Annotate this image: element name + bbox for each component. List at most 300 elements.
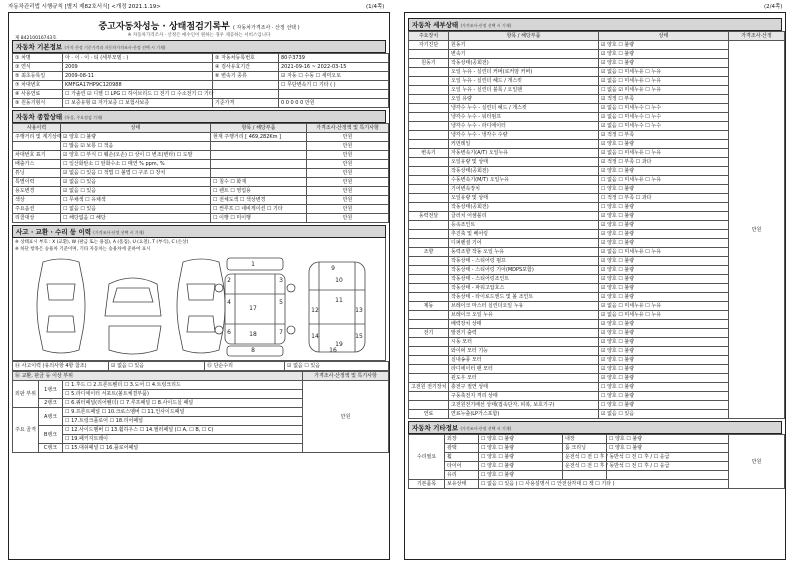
basic-info-table bbox=[12, 53, 389, 108]
detail-item-cell: 작동상태 - 스티어링 펌프 bbox=[449, 257, 599, 266]
detail-state-row bbox=[409, 401, 785, 410]
detail-item-cell: 오일유량 및 상태 bbox=[449, 194, 599, 203]
diagram-part-number: 19 bbox=[335, 341, 343, 348]
detail-state-row bbox=[409, 194, 785, 203]
detail-device-cell: 연료 bbox=[409, 410, 449, 419]
detail-status-cell: ☑ 양호 ☐ 불량 bbox=[599, 374, 729, 383]
detail-device-cell bbox=[409, 140, 449, 149]
detail-item-cell: 작동상태(공회전) bbox=[449, 203, 599, 212]
other-item-cell: 광택 bbox=[445, 444, 479, 453]
detail-state-row bbox=[409, 158, 785, 167]
other-status2-cell: ☐ 양호 ☐ 불량 bbox=[607, 444, 729, 453]
basic-info-cell: 2009 bbox=[63, 63, 213, 72]
detail-status-cell: ☐ 양호 ☐ 불량 bbox=[599, 383, 729, 392]
basic-info-cell: ☐ 보증유형 ☑ 자가보증 ☐ 보험사보증 bbox=[63, 99, 213, 108]
detail-device-cell bbox=[409, 311, 449, 320]
general-state-cell: 만원 bbox=[307, 142, 389, 151]
other-item-cell: 휠 bbox=[445, 453, 479, 462]
detail-state-row bbox=[409, 347, 785, 356]
detail-item-cell: 작동상태 - 타이로드엔드 및 볼 조인트 bbox=[449, 293, 599, 302]
detail-state-row bbox=[409, 329, 785, 338]
diagram-part-number: 5 bbox=[279, 299, 283, 306]
detail-item-cell: 작동상태(공회전) bbox=[449, 167, 599, 176]
accident-values: ☑ 없음 ☐ 있음 bbox=[109, 362, 205, 371]
general-state-cell: ☐ 해당없음 ☐ 해당 bbox=[61, 214, 211, 223]
detail-status-cell: ☑ 없음 ☐ 있음 bbox=[599, 410, 729, 419]
detail-device-cell: 고전원 전기장치 bbox=[409, 383, 449, 392]
car-rear-outline bbox=[109, 326, 161, 354]
detail-device-cell bbox=[409, 356, 449, 365]
general-state-cell: ☐ 썬루프 ☐ 네비게이션 ☐ 기타 bbox=[211, 205, 307, 214]
detail-status-cell: ☑ 양호 ☐ 불량 bbox=[599, 59, 729, 68]
other-status-cell: ☐ 양호 ☐ 불량 bbox=[479, 471, 563, 480]
detail-status-cell: ☑ 적정 ☐ 부족 ☐ 과다 bbox=[599, 158, 729, 167]
detail-state-row bbox=[409, 167, 785, 176]
general-state-note: (특성, 주요점검 기재) bbox=[64, 115, 103, 120]
detail-state-row bbox=[409, 185, 785, 194]
general-state-row bbox=[13, 214, 389, 223]
general-state-header-cell: 사용이력 bbox=[13, 124, 61, 133]
detail-status-cell: ☐ 없음 ☐ 미세누유 ☐ 누유 bbox=[599, 176, 729, 185]
detail-state-row bbox=[409, 77, 785, 86]
detail-state-header-row bbox=[409, 32, 785, 41]
detail-state-row bbox=[409, 356, 785, 365]
detail-item-cell: 실내송풍 모터 bbox=[449, 356, 599, 365]
basic-info-title: 자동차 기본정보 bbox=[16, 43, 63, 51]
basic-info-cell: 기준가격 bbox=[213, 99, 279, 108]
detail-status-cell: ☑ 양호 ☐ 불량 bbox=[599, 293, 729, 302]
detail-status-cell: ☑ 없음 ☐ 미세누수 ☐ 누수 bbox=[599, 104, 729, 113]
general-state-cell: 만원 bbox=[307, 169, 389, 178]
form-title-text: 중고자동차성능 · 상태점검기록부 bbox=[98, 22, 230, 32]
detail-item-cell: 브레이크 오일 누유 bbox=[449, 311, 599, 320]
other-status-cell: ☐ 양호 ☐ 불량 bbox=[479, 444, 563, 453]
detail-item-cell: 오일 누유 - 실린더 헤드 / 개스킷 bbox=[449, 77, 599, 86]
detail-state-row bbox=[409, 293, 785, 302]
general-state-cell: 만원 bbox=[307, 151, 389, 160]
detail-status-cell: ☑ 양호 ☐ 불량 bbox=[599, 338, 729, 347]
detail-state-row bbox=[409, 149, 785, 158]
detail-state-row bbox=[409, 104, 785, 113]
other-item2-cell: 운전석 ☐ 전 ☐ 후 / 동반석 ☐ 전 ☐ 후 / ☐ 응급 bbox=[563, 453, 607, 462]
basic-info-row bbox=[13, 63, 389, 72]
detail-device-cell bbox=[409, 176, 449, 185]
basic-info-cell: 아 · 이 · 이 · 티 (세부모델 : ) bbox=[63, 54, 213, 63]
detail-status-cell: ☑ 없음 ☐ 미세누유 ☐ 누유 bbox=[599, 248, 729, 257]
detail-status-cell: ☑ 양호 ☐ 불량 bbox=[599, 41, 729, 50]
detail-item-cell: 발전기 출력 bbox=[449, 329, 599, 338]
other-info-note: (가격조사·산정 선택 시 기재) bbox=[460, 426, 512, 431]
accident-history-note: (가격조사·산정 선택 시 기재) bbox=[93, 230, 145, 235]
rank1-items: ☐ 1.후드 ☐ 2.프론트휀더 ☐ 3.도어 ☐ 4.트렁크리드 bbox=[63, 381, 303, 390]
detail-item-cell: 고전원전기배선 상태(접속단자, 피복, 보호기구) bbox=[449, 401, 599, 410]
detail-state-header-cell: 상태 bbox=[599, 32, 729, 41]
exchange-title: ⑯ 교환, 판금 등 이상 부위 bbox=[13, 372, 303, 381]
detail-item-cell: 변속기 bbox=[449, 50, 599, 59]
page-indicator-right: (2/4쪽) bbox=[764, 4, 783, 10]
diagram-part-number: 2 bbox=[227, 277, 231, 284]
detail-state-row bbox=[409, 212, 785, 221]
detail-state-row bbox=[409, 275, 785, 284]
detail-item-cell: 추진축 및 베어링 bbox=[449, 230, 599, 239]
diagram-part-number: 3 bbox=[279, 277, 283, 284]
detail-device-cell bbox=[409, 185, 449, 194]
detail-state-row bbox=[409, 95, 785, 104]
detail-state-row bbox=[409, 365, 785, 374]
detail-device-cell bbox=[409, 50, 449, 59]
detail-status-cell: ☑ 양호 ☐ 불량 bbox=[599, 365, 729, 374]
detail-state-row bbox=[409, 230, 785, 239]
legend-symbols: ※ 상태표시 부호 : X (교환), W (판금 또는 용접), A (흠집), U (요철), T (부식), C (손상) bbox=[15, 240, 189, 245]
detail-state-row bbox=[409, 311, 785, 320]
general-state-row bbox=[13, 196, 389, 205]
detail-item-cell: 시동 모터 bbox=[449, 338, 599, 347]
detail-status-cell: ☑ 양호 ☐ 불량 bbox=[599, 284, 729, 293]
detail-status-cell: ☑ 양호 ☐ 불량 bbox=[599, 230, 729, 239]
car-front-glass bbox=[113, 288, 153, 302]
simple-repair-label: ⑮ 단순수리 bbox=[205, 362, 285, 371]
simple-repair-values: ☑ 없음 ☐ 있음 bbox=[285, 362, 389, 371]
detail-item-cell: 냉각수 누수 - 냉각수 수량 bbox=[449, 131, 599, 140]
general-state-cell: ☐ 일산화탄소 ☐ 탄화수소 ☐ 매연 % ppm, % bbox=[61, 160, 211, 169]
brank-items-2: ☐ 19.패키지트레이 bbox=[63, 435, 303, 444]
car-diagram-area bbox=[12, 238, 386, 361]
detail-device-cell bbox=[409, 194, 449, 203]
other-info-table bbox=[408, 434, 785, 489]
detail-state-row bbox=[409, 122, 785, 131]
general-state-cell: ☑ 양호 ☐ 불량 bbox=[61, 133, 211, 142]
general-state-header-cell: 상태 bbox=[61, 124, 211, 133]
detail-status-cell: ☑ 없음 ☐ 미세누유 ☐ 누유 bbox=[599, 302, 729, 311]
basic-info-cell: 2009-08-11 bbox=[63, 72, 213, 81]
other-info-row bbox=[409, 453, 785, 462]
rank1-label: 1랭크 bbox=[39, 381, 63, 399]
basic-info-cell: ⑧ 사용연료 bbox=[13, 90, 63, 99]
detail-device-cell bbox=[409, 320, 449, 329]
form-title bbox=[9, 19, 389, 32]
detail-item-cell: 오일 유량 bbox=[449, 95, 599, 104]
detail-status-cell: ☑ 적정 ☐ 부족 bbox=[599, 95, 729, 104]
detail-device-cell bbox=[409, 284, 449, 293]
detail-item-cell: 수동변속기(M/T) 오일누유 bbox=[449, 176, 599, 185]
basic-info-cell: ⑦ 차대번호 bbox=[13, 81, 63, 90]
detail-item-cell: 디퍼렌셜 기어 bbox=[449, 239, 599, 248]
general-state-cell: 만원 bbox=[307, 178, 389, 187]
car-front-outline bbox=[105, 278, 161, 316]
detail-state-row bbox=[409, 338, 785, 347]
rank2-items: ☐ 6.쿼터패널(리어휀더) ☐ 7.루프패널 ☐ 8.사이드실 패널 bbox=[63, 399, 303, 408]
detail-status-cell: ☑ 양호 ☐ 불량 bbox=[599, 212, 729, 221]
detail-state-row bbox=[409, 410, 785, 419]
general-state-cell: 만원 bbox=[307, 187, 389, 196]
detail-status-cell: ☑ 없음 ☐ 미세누유 ☐ 누유 bbox=[599, 68, 729, 77]
detail-device-cell bbox=[409, 167, 449, 176]
general-state-cell: 만원 bbox=[307, 205, 389, 214]
diagram-part-number: 16 bbox=[329, 347, 337, 354]
diagram-part-number: 17 bbox=[249, 305, 257, 312]
diagram-part-number: 15 bbox=[355, 333, 363, 340]
detail-device-cell bbox=[409, 95, 449, 104]
basic-info-cell: 0 0 0 0 0 만원 bbox=[279, 99, 389, 108]
detail-state-table bbox=[408, 31, 785, 419]
car-left-outline bbox=[37, 259, 85, 353]
diagram-part-number: 7 bbox=[279, 329, 283, 336]
arank-items: ☐ 9.프론트패널 ☐ 10.크로스멤버 ☐ 11.인사이드패널 bbox=[63, 408, 303, 417]
detail-status-cell: ☐ 양호 ☐ 불량 bbox=[599, 401, 729, 410]
basic-info-cell: 2021-09-16 ~ 2022-03-15 bbox=[279, 63, 389, 72]
general-state-cell: ☐ 이행 ☐ 미이행 bbox=[211, 214, 307, 223]
detail-item-cell: 냉각수 누수 - 실린더 헤드 / 개스킷 bbox=[449, 104, 599, 113]
diagram-part-number: 14 bbox=[311, 333, 319, 340]
detail-state-row bbox=[409, 392, 785, 401]
page-right bbox=[404, 12, 786, 560]
general-state-cell: 리콜대상 bbox=[13, 214, 61, 223]
detail-state-header-cell: 항목 / 해당부품 bbox=[449, 32, 599, 41]
other-status2-cell: ☐ 양호 ☐ 불량 bbox=[607, 435, 729, 444]
other-item2-cell bbox=[563, 471, 607, 480]
detail-item-cell: 윈도우 모터 bbox=[449, 374, 599, 383]
detail-state-row bbox=[409, 248, 785, 257]
accident-label: ⑭ 사고이력 (유의사항 4항 참조) bbox=[13, 362, 109, 371]
detail-item-cell: 오일유량 및 상태 bbox=[449, 158, 599, 167]
detail-status-cell: ☑ 없음 ☐ 미세누유 ☐ 누유 bbox=[599, 149, 729, 158]
detail-state-row bbox=[409, 41, 785, 50]
detail-device-cell bbox=[409, 275, 449, 284]
detail-state-header bbox=[408, 18, 782, 31]
exchange-price-value: 만원 bbox=[303, 381, 389, 453]
general-state-cell: ☐ 많음 ☑ 보통 ☐ 적음 bbox=[61, 142, 211, 151]
outer-panel-label: 외판 부위 bbox=[13, 381, 39, 408]
detail-status-cell: ☑ 양호 ☐ 불량 bbox=[599, 50, 729, 59]
detail-state-row bbox=[409, 59, 785, 68]
other-item2-cell: 룸 크리닝 bbox=[563, 444, 607, 453]
general-state-cell: 만원 bbox=[307, 160, 389, 169]
detail-device-cell: 변속기 bbox=[409, 149, 449, 158]
detail-item-cell: 원동기 bbox=[449, 41, 599, 50]
detail-state-row bbox=[409, 86, 785, 95]
general-state-cell bbox=[13, 142, 61, 151]
other-group-basic: 기본품목 bbox=[409, 480, 445, 489]
basic-info-row bbox=[13, 90, 389, 99]
detail-device-cell: 원동기 bbox=[409, 59, 449, 68]
detail-status-cell: ☑ 양호 ☐ 불량 bbox=[599, 356, 729, 365]
car-left-rearglass bbox=[47, 316, 75, 332]
detail-status-cell: ☑ 양호 ☐ 불량 bbox=[599, 347, 729, 356]
detail-device-cell: 전기 bbox=[409, 329, 449, 338]
detail-item-cell: 커먼레일 bbox=[449, 140, 599, 149]
detail-device-cell bbox=[409, 203, 449, 212]
general-state-header bbox=[12, 110, 386, 123]
detail-device-cell bbox=[409, 266, 449, 275]
other-status-cell: ☐ 양호 ☐ 불량 bbox=[479, 453, 563, 462]
detail-item-cell: 작동상태(공회전) bbox=[449, 59, 599, 68]
exchange-price-header: 가격조사·산정액 및 특기사항 bbox=[303, 372, 389, 381]
other-info-header bbox=[408, 421, 782, 434]
arank-items-2: ☐ 17.트렁크플로어 ☐ 18.리어패널 bbox=[63, 417, 303, 426]
car-diagram-svg bbox=[13, 254, 387, 358]
general-state-row bbox=[13, 187, 389, 196]
general-state-row bbox=[13, 169, 389, 178]
general-state-cell: 주요옵션 bbox=[13, 205, 61, 214]
detail-state-row bbox=[409, 239, 785, 248]
crank-label: C랭크 bbox=[39, 444, 63, 453]
other-info-title: 자동차 기타정보 bbox=[412, 424, 459, 432]
brank-items: ☐ 12.사이드멤버 ☐ 13.휠하우스 ☐ 14.필러패널 (☐ A, ☐ B, ☐ C) bbox=[63, 426, 303, 435]
general-state-cell: 만원 bbox=[307, 214, 389, 223]
diagram-part-number: 4 bbox=[227, 299, 231, 306]
detail-device-cell bbox=[409, 158, 449, 167]
basic-info-cell: ☐ 무단변속기 ☐ 기타 ( ) bbox=[279, 81, 389, 90]
detail-device-cell bbox=[409, 104, 449, 113]
detail-price-cell: 만원 bbox=[729, 41, 785, 419]
general-state-title: 자동차 종합상태 bbox=[16, 113, 63, 121]
car-left-windshield bbox=[47, 284, 75, 300]
other-item2-cell: 운전석 ☐ 전 ☐ 후 / 동반석 ☐ 전 ☐ 후 / ☐ 응급 bbox=[563, 462, 607, 471]
detail-status-cell: ☑ 없음 ☐ 미세누유 ☐ 누유 bbox=[599, 311, 729, 320]
detail-status-cell: ☑ 없음 ☐ 미세누수 ☐ 누수 bbox=[599, 122, 729, 131]
detail-item-cell: 자동변속기(A/T) 오일누유 bbox=[449, 149, 599, 158]
document-number: 제 84210016743호 bbox=[15, 36, 57, 41]
detail-item-cell: 오일 누유 - 실린더 블록 / 오일팬 bbox=[449, 86, 599, 95]
basic-info-cell: ⑨ 원동기형식 bbox=[13, 99, 63, 108]
detail-item-cell: 등속조인트 bbox=[449, 221, 599, 230]
general-state-cell: 현재 주행거리 [ 469,282Km ] bbox=[211, 133, 307, 142]
detail-item-cell: 배력장치 상태 bbox=[449, 320, 599, 329]
detail-status-cell: ☑ 양호 ☐ 불량 bbox=[599, 266, 729, 275]
basic-info-row bbox=[13, 81, 389, 90]
detail-item-cell: 동력조향 작동 오일 누유 bbox=[449, 248, 599, 257]
diagram-part-number: 13 bbox=[355, 307, 363, 314]
page-indicator-left: (1/4쪽) bbox=[366, 4, 385, 10]
rank2-label: 2랭크 bbox=[39, 399, 63, 408]
general-state-cell: ☑ 없음 ☐ 있음 bbox=[61, 187, 211, 196]
basic-info-cell: ② 자동차등록번호 bbox=[213, 54, 279, 63]
detail-status-cell: ☑ 양호 ☐ 불량 bbox=[599, 140, 729, 149]
car-right-outline bbox=[177, 259, 225, 353]
detail-state-header-cell: 주요장치 bbox=[409, 32, 449, 41]
detail-item-cell: 브레이크 마스터 실린더오일 누유 bbox=[449, 302, 599, 311]
detail-item-cell: 기어변속장치 bbox=[449, 185, 599, 194]
general-state-cell: 만원 bbox=[307, 133, 389, 142]
general-state-row bbox=[13, 205, 389, 214]
diagram-part-number: 11 bbox=[335, 297, 343, 304]
detail-device-cell bbox=[409, 122, 449, 131]
general-state-cell: ☑ 양호 ☐ 부식 ☐ 훼손(오손) ☐ 상이 ☐ 변조(변타) ☐ 도말 bbox=[61, 151, 211, 160]
detail-state-row bbox=[409, 113, 785, 122]
rank1-items-2: ☐ 5.라디에이터 서포트(볼트체결부품) bbox=[63, 390, 303, 399]
general-state-cell: 용도변경 bbox=[13, 187, 61, 196]
basic-info-header bbox=[12, 40, 386, 53]
detail-device-cell bbox=[409, 338, 449, 347]
general-state-cell: ☐ 침수 ☐ 화재 bbox=[211, 178, 307, 187]
detail-status-cell: ☑ 적정 ☐ 부족 bbox=[599, 131, 729, 140]
detail-item-cell: 라디에이터 팬 모터 bbox=[449, 365, 599, 374]
detail-status-cell: ☑ 양호 ☐ 불량 bbox=[599, 167, 729, 176]
general-state-row bbox=[13, 178, 389, 187]
detail-state-row bbox=[409, 131, 785, 140]
detail-status-cell: ☑ 양호 ☐ 불량 bbox=[599, 257, 729, 266]
detail-device-cell bbox=[409, 293, 449, 302]
detail-device-cell bbox=[409, 347, 449, 356]
other-info-row bbox=[409, 444, 785, 453]
detail-device-cell bbox=[409, 257, 449, 266]
diagram-part-number: 18 bbox=[249, 331, 257, 338]
arank-label: A랭크 bbox=[39, 408, 63, 426]
diagram-part-number: 12 bbox=[311, 307, 319, 314]
detail-device-cell bbox=[409, 230, 449, 239]
detail-device-cell: 자기진단 bbox=[409, 41, 449, 50]
detail-state-row bbox=[409, 284, 785, 293]
detail-device-cell: 제동 bbox=[409, 302, 449, 311]
detail-state-row bbox=[409, 140, 785, 149]
basic-info-cell: ① 차명 bbox=[13, 54, 63, 63]
other-info-row bbox=[409, 435, 785, 444]
diagram-part-number: 8 bbox=[251, 347, 255, 354]
general-state-cell: ☐ 렌트 ☐ 영업용 bbox=[211, 187, 307, 196]
detail-device-cell bbox=[409, 392, 449, 401]
other-info-row bbox=[409, 471, 785, 480]
detail-state-row bbox=[409, 320, 785, 329]
detail-state-row bbox=[409, 203, 785, 212]
general-state-cell: ☑ 없음 ☐ 있음 ☐ 적법 ☐ 불법 ☐ 구조 ☐ 장치 bbox=[61, 169, 211, 178]
basic-info-row bbox=[13, 72, 389, 81]
basic-info-cell bbox=[213, 90, 279, 99]
basic-info-cell: ③ 연식 bbox=[13, 63, 63, 72]
detail-state-row bbox=[409, 176, 785, 185]
detail-item-cell: 오일 누유 - 실린더 커버(로커암 커버) bbox=[449, 68, 599, 77]
general-state-table bbox=[12, 123, 389, 223]
detail-status-cell: ☑ 없음 ☐ 미세누유 ☐ 누유 bbox=[599, 77, 729, 86]
other-status2-cell bbox=[607, 471, 729, 480]
detail-item-cell: 클러치 어셈블리 bbox=[449, 212, 599, 221]
other-info-row bbox=[409, 480, 785, 489]
detail-item-cell: 냉각수 누수 - 라디에이터 bbox=[449, 122, 599, 131]
detail-item-cell: 와이퍼 모터 기능 bbox=[449, 347, 599, 356]
detail-device-cell bbox=[409, 401, 449, 410]
detail-status-cell: ☐ 양호 ☐ 불량 bbox=[599, 203, 729, 212]
other-item-cell: 보유상태 bbox=[445, 480, 479, 489]
general-state-cell: 배출가스 bbox=[13, 160, 61, 169]
detail-status-cell: ☑ 양호 ☐ 불량 bbox=[599, 329, 729, 338]
legend-note: ※ 하단 항목은 승용차 기준이며, 기타 자동차는 승용차에 준하여 표시 bbox=[15, 247, 151, 252]
detail-state-note: (가격조사·산정 선택 시 기재) bbox=[460, 23, 512, 28]
accident-table bbox=[12, 361, 389, 371]
diagram-part-number: 1 bbox=[251, 261, 255, 268]
main-frame-label: 주요 골격 bbox=[13, 408, 39, 453]
basic-info-cell: ⑥ 변속기 종류 bbox=[213, 72, 279, 81]
general-state-row bbox=[13, 133, 389, 142]
detail-item-cell: 구동축전지 격리 상태 bbox=[449, 392, 599, 401]
general-state-cell: 차대번호 표기 bbox=[13, 151, 61, 160]
form-subtitle: ※ 자동차가격조사 · 산정은 매수인이 원하는 경우 제공하는 서비스입니다 bbox=[127, 33, 271, 38]
crank-items: ☐ 15.대쉬패널 ☐ 16.플로어패널 bbox=[63, 444, 303, 453]
general-state-row bbox=[13, 151, 389, 160]
diagram-part-number: 6 bbox=[227, 329, 231, 336]
general-state-cell: ☐ 전체도색 ☐ 색상변경 bbox=[211, 196, 307, 205]
detail-device-cell bbox=[409, 86, 449, 95]
detail-status-cell: ☑ 양호 ☐ 불량 bbox=[599, 320, 729, 329]
basic-info-cell: ☑ 자동 ☐ 수동 ☐ 세미오토 bbox=[279, 72, 389, 81]
detail-item-cell: 연료누출(LP가스포함) bbox=[449, 410, 599, 419]
basic-info-cell: KMFGA17HP9C120988 bbox=[63, 81, 213, 90]
detail-device-cell bbox=[409, 113, 449, 122]
general-state-cell: 색상 bbox=[13, 196, 61, 205]
other-info-row bbox=[409, 462, 785, 471]
general-state-cell: ☑ 없음 ☐ 있음 bbox=[61, 178, 211, 187]
other-item2-cell: 내장 bbox=[563, 435, 607, 444]
detail-device-cell bbox=[409, 131, 449, 140]
detail-status-cell: ☑ 양호 ☐ 불량 bbox=[599, 221, 729, 230]
